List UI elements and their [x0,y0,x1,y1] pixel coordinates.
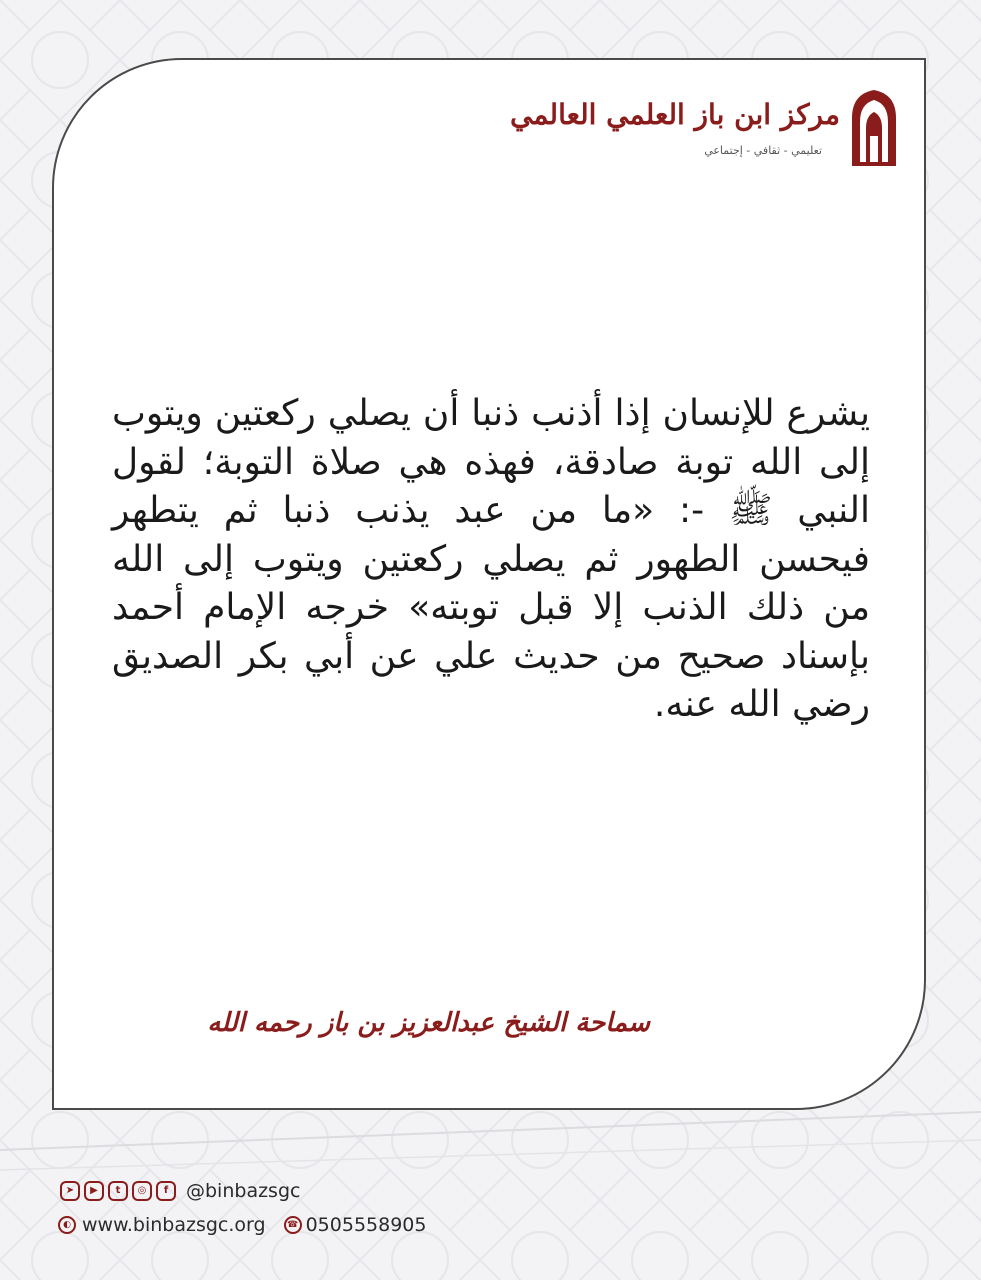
whatsapp-icon: ☎ [284,1216,302,1234]
mosque-mihrab-icon [848,88,900,168]
article-text: يشرع للإنسان إذا أذنب ذنبا أن يصلي ركعتين ويتوب إلى الله توبة صادقة، فهذه هي صلاة التوبة؛ لقول النبي ﷺ -: «ما من عبد يذنب ذنبا ثم يتطهر فيحسن الطهور ثم يصلي ركعتين ويتوب إلى الله من ذلك الذنب إلا قبل توبته» خرجه الإمام أحمد بإسناد صحيح من حديث علي عن أبي بكر الصديق رضي الله عنه. [112,393,870,725]
globe-icon: ◐ [58,1216,76,1234]
contact-bar [58,1212,426,1238]
phone-number[interactable]: 0505558905 [305,1214,427,1236]
logo-title: مركز ابن باز العلمي العالمي [510,98,840,131]
social-bar [60,1178,300,1204]
signature-calligraphy: سماحة الشيخ عبدالعزيز بن باز رحمه الله [207,1008,650,1038]
website-link[interactable]: www.binbazsgc.org [82,1214,266,1236]
twitter-icon[interactable]: t [108,1181,128,1201]
social-handle[interactable]: @binbazsgc [186,1180,301,1202]
instagram-icon[interactable]: ◎ [132,1181,152,1201]
phone-group [284,1214,427,1236]
youtube-icon[interactable]: ▶ [84,1181,104,1201]
facebook-icon[interactable]: f [156,1181,176,1201]
center-logo [510,88,900,178]
telegram-icon[interactable]: ➤ [60,1181,80,1201]
logo-subtitle: تعليمي - ثقافي - إجتماعي [704,144,822,157]
